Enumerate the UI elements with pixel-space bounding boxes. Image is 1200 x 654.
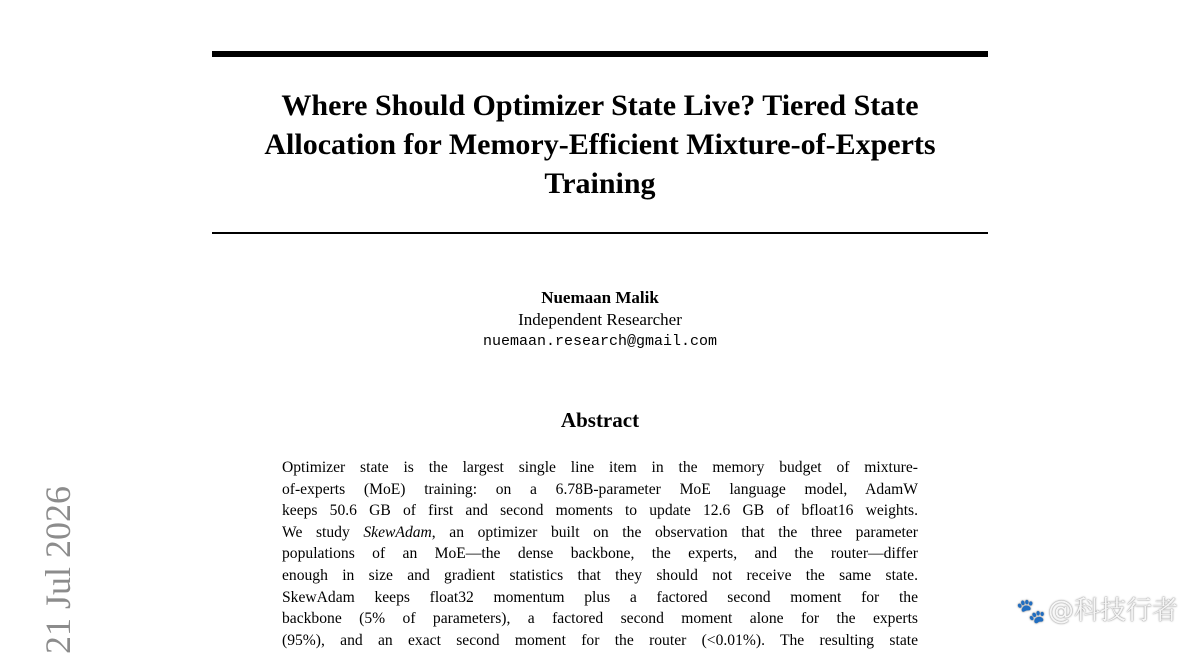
abstract-line: enough in size and gradient statistics that they should not receive the same state. — [282, 566, 918, 584]
abstract-line: populations of an MoE—the dense backbone, the experts, and the router—differ — [282, 545, 918, 563]
watermark-text: @科技行者 — [1047, 596, 1178, 626]
paw-icon: 🐾 — [1016, 597, 1046, 625]
abstract-line: backbone (5% of parameters), a factored second moment alone for the experts — [282, 610, 918, 628]
paper-title — [212, 86, 988, 203]
abstract-line: of-experts (MoE) training: on a 6.78B-parameter MoE language model, AdamW — [282, 480, 918, 498]
author-affiliation: Independent Researcher — [518, 310, 682, 329]
watermark — [1016, 590, 1178, 627]
author-email[interactable]: nuemaan.research@gmail.com — [482, 333, 718, 350]
author-name: Nuemaan Malik — [541, 288, 659, 307]
title-line: Where Should Optimizer State Live? Tiered State — [281, 89, 919, 122]
abstract-line: keeps 50.6 GB of first and second moments to update 12.6 GB of bfloat16 weights. — [282, 502, 918, 520]
abstract-line: (95%), and an exact second moment for the router (<0.01%). The resulting state — [282, 631, 918, 649]
arxiv-stamp-text: 21 Jul 2026 — [38, 485, 78, 654]
abstract-line: SkewAdam keeps float32 momentum plus a factored second moment for the — [282, 588, 918, 606]
author-block — [300, 287, 900, 353]
arxiv-stamp — [38, 468, 78, 654]
abstract-line: We study SkewAdam, an optimizer built on the observation that the three parameter — [282, 523, 918, 541]
title-line: Training — [544, 167, 656, 200]
abstract-heading: Abstract — [560, 408, 640, 432]
abstract-line: Optimizer state is the largest single line item in the memory budget of mixture- — [282, 459, 918, 476]
optimizer-name: SkewAdam — [363, 523, 432, 541]
title-rule-bottom — [212, 232, 988, 234]
abstract-body — [282, 457, 918, 651]
title-rule-top — [212, 51, 988, 57]
title-line: Allocation for Memory-Efficient Mixture-of-Experts — [264, 128, 936, 161]
